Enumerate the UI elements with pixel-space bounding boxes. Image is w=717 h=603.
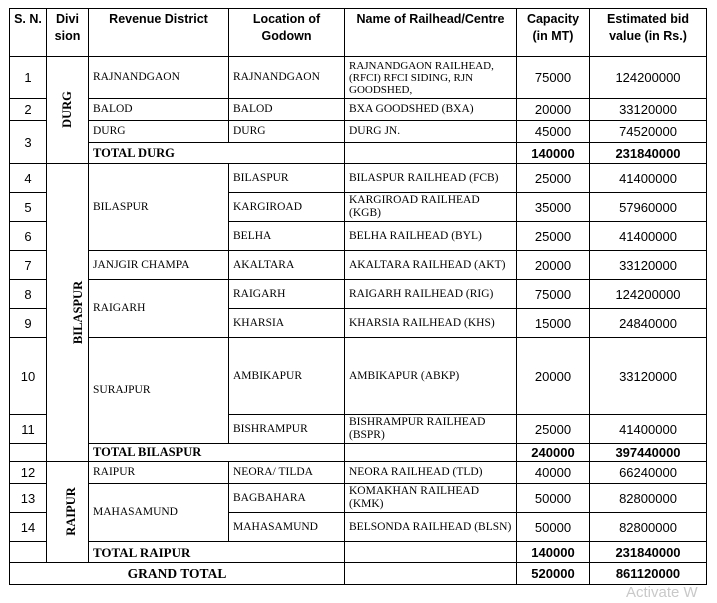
row-sn: 10 [10,338,47,415]
row-sn: 8 [10,280,47,309]
total-empty [345,444,517,462]
row-capacity: 75000 [517,57,590,99]
row-railhead: BELHA RAILHEAD (BYL) [345,222,517,251]
grand-total-bid: 861120000 [590,563,707,585]
row-district: JANJGIR CHAMPA [89,251,229,280]
row-bid: 33120000 [590,99,707,121]
row-sn: 12 [10,462,47,484]
row-capacity: 45000 [517,121,590,143]
header-location: Location of Godown [229,9,345,57]
total-empty [345,542,517,563]
activate-windows-watermark: Activate W [626,584,698,601]
row-district: DURG [89,121,229,143]
row-sn: 3 [10,121,47,164]
row-sn: 4 [10,164,47,193]
table-row [10,251,707,280]
row-capacity: 20000 [517,251,590,280]
row-railhead: AMBIKAPUR (ABKP) [345,338,517,415]
row-district: BALOD [89,99,229,121]
row-location: NEORA/ TILDA [229,462,345,484]
row-location: BAGBAHARA [229,484,345,513]
row-district: RAJNANDGAON [89,57,229,99]
row-capacity: 25000 [517,164,590,193]
row-location: RAJNANDGAON [229,57,345,99]
row-district: SURAJPUR [89,338,229,444]
total-label: TOTAL DURG [89,143,345,164]
row-bid: 74520000 [590,121,707,143]
row-capacity: 50000 [517,513,590,542]
row-railhead: DURG JN. [345,121,517,143]
table-row [10,164,707,193]
row-district: RAIPUR [89,462,229,484]
row-sn: 1 [10,57,47,99]
total-empty [345,143,517,164]
row-sn-empty [10,444,47,462]
row-railhead: BILASPUR RAILHEAD (FCB) [345,164,517,193]
table-row [10,280,707,309]
row-railhead: NEORA RAILHEAD (TLD) [345,462,517,484]
table-row [10,462,707,484]
row-sn: 13 [10,484,47,513]
division-bilaspur [47,164,89,462]
row-railhead: RAJNANDGAON RAILHEAD, (RFCI) RFCI SIDING, RJN GOODSHED, [345,57,517,99]
header-capacity: Capacity (in MT) [517,9,590,57]
row-location: BALOD [229,99,345,121]
table-row [10,338,707,415]
table-row [10,99,707,121]
row-capacity: 40000 [517,462,590,484]
total-row-bilaspur [10,444,707,462]
total-bid: 231840000 [590,143,707,164]
row-bid: 41400000 [590,222,707,251]
row-sn: 14 [10,513,47,542]
total-row-durg [10,143,707,164]
total-bid: 231840000 [590,542,707,563]
row-capacity: 25000 [517,415,590,444]
row-railhead: AKALTARA RAILHEAD (AKT) [345,251,517,280]
row-railhead: KOMAKHAN RAILHEAD (KMK) [345,484,517,513]
header-bid: Estimated bid value (in Rs.) [590,9,707,57]
row-bid: 41400000 [590,415,707,444]
row-railhead: BELSONDA RAILHEAD (BLSN) [345,513,517,542]
row-capacity: 20000 [517,99,590,121]
row-bid: 24840000 [590,309,707,338]
row-capacity: 35000 [517,193,590,222]
total-capacity: 240000 [517,444,590,462]
grand-total-row [10,563,707,585]
row-sn: 6 [10,222,47,251]
row-sn-empty [10,542,47,563]
total-capacity: 140000 [517,542,590,563]
row-railhead: KHARSIA RAILHEAD (KHS) [345,309,517,338]
row-location: DURG [229,121,345,143]
total-capacity: 140000 [517,143,590,164]
header-division: Divi sion [47,9,89,57]
row-sn: 9 [10,309,47,338]
row-capacity: 20000 [517,338,590,415]
row-railhead: RAIGARH RAILHEAD (RIG) [345,280,517,309]
table-row [10,484,707,513]
row-location: MAHASAMUND [229,513,345,542]
row-location: BISHRAMPUR [229,415,345,444]
row-sn: 2 [10,99,47,121]
division-label: BILASPUR [71,280,86,344]
header-row [10,9,707,57]
row-location: KHARSIA [229,309,345,338]
row-railhead: BXA GOODSHED (BXA) [345,99,517,121]
row-location: AKALTARA [229,251,345,280]
row-location: KARGIROAD [229,193,345,222]
row-bid: 82800000 [590,513,707,542]
row-sn: 11 [10,415,47,444]
row-railhead: BISHRAMPUR RAILHEAD (BSPR) [345,415,517,444]
total-label: TOTAL BILASPUR [89,444,345,462]
row-capacity: 50000 [517,484,590,513]
row-district: BILASPUR [89,164,229,251]
row-location: RAIGARH [229,280,345,309]
division-label: RAIPUR [63,487,78,536]
row-capacity: 15000 [517,309,590,338]
division-raipur [47,462,89,563]
row-bid: 33120000 [590,251,707,280]
row-bid: 41400000 [590,164,707,193]
row-district: RAIGARH [89,280,229,338]
division-label: DURG [60,91,74,128]
row-capacity: 75000 [517,280,590,309]
row-bid: 57960000 [590,193,707,222]
total-label: TOTAL RAIPUR [89,542,345,563]
total-bid: 397440000 [590,444,707,462]
row-bid: 66240000 [590,462,707,484]
row-sn: 5 [10,193,47,222]
row-location: AMBIKAPUR [229,338,345,415]
grand-total-empty [345,563,517,585]
header-railhead: Name of Railhead/Centre [345,9,517,57]
table-row [10,57,707,99]
table-row [10,121,707,143]
row-sn: 7 [10,251,47,280]
row-location: BILASPUR [229,164,345,193]
header-sn: S. N. [10,9,47,57]
row-district: MAHASAMUND [89,484,229,542]
grand-total-capacity: 520000 [517,563,590,585]
row-bid: 33120000 [590,338,707,415]
row-bid: 82800000 [590,484,707,513]
total-row-raipur [10,542,707,563]
division-durg [47,57,89,164]
header-district: Revenue District [89,9,229,57]
row-bid: 124200000 [590,57,707,99]
grand-total-label: GRAND TOTAL [10,563,345,585]
row-railhead: KARGIROAD RAILHEAD (KGB) [345,193,517,222]
row-location: BELHA [229,222,345,251]
row-capacity: 25000 [517,222,590,251]
row-bid: 124200000 [590,280,707,309]
godown-table [9,8,707,585]
